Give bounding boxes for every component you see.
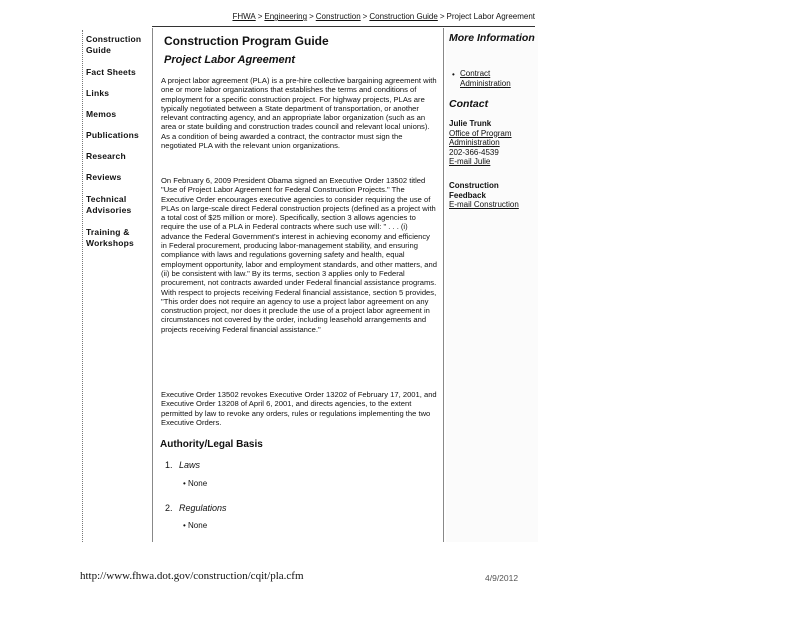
left-nav — [82, 30, 151, 542]
breadcrumb-construction-link[interactable]: Construction — [315, 12, 361, 21]
laws-bullet: • None — [183, 479, 208, 488]
regulations-bullet: • None — [183, 521, 208, 530]
page-title: Construction Program Guide — [164, 34, 329, 48]
authority-heading: Authority/Legal Basis — [160, 439, 263, 450]
breadcrumb-separator: > — [362, 12, 368, 21]
breadcrumb-construction-guide-link[interactable]: Construction Guide — [369, 12, 438, 21]
regulations-heading: Regulations — [179, 503, 227, 513]
breadcrumb-separator: > — [309, 12, 314, 21]
breadcrumb-engineering-link[interactable]: Engineering — [264, 12, 308, 21]
more-information-heading: More Information — [449, 32, 535, 44]
right-sidebar — [446, 30, 538, 542]
email-construction-link[interactable]: E-mail Construction — [449, 200, 519, 209]
list-number: 1. — [165, 460, 173, 470]
executive-order-paragraph: On February 6, 2009 President Obama signed an Executive Order 13502 titled "Use of Project Labor Agreement for Federal Construction Projects." The Executive Order encourages executive agencies to consider requiring the use of PLAs on large-scale direct Federal construction projects (defined as a project with a total cost of $25 million or more). Specifically, section 3 allows agencies to require the use of a PLA in Federal contracts where such use will: " . . . (i) advance the Federal Government's interest in achieving economy and efficiency in Federal procurement, producing labor-management stability, and ensuring compliance with laws and regulations governing safety and health, equal employment opportunity, labor and employment standards, and other matters, and (ii) be consistent with law." By its terms, section 3 applies only to Federal procurement, not contracts awarded under Federal financial assistance programs. With respect to projects receiving Federal financial assistance, section 5 provides, "This order does not require an agency to use a project labor agreement on any construction project, nor does it preclude the use of a project labor agreement in circumstances not covered by the order, including leasehold arrangements and projects receiving Federal financial assistance." — [161, 176, 437, 334]
nav-links[interactable]: Links — [86, 88, 110, 98]
breadcrumb — [152, 12, 535, 27]
main-content — [152, 28, 444, 542]
laws-heading: Laws — [179, 460, 201, 470]
nav-construction-guide[interactable]: Construction Guide — [86, 34, 142, 55]
page-subtitle: Project Labor Agreement — [164, 54, 296, 66]
breadcrumb-separator: > — [439, 12, 445, 21]
list-number: 2. — [165, 503, 173, 513]
breadcrumb-separator: > — [257, 12, 263, 21]
breadcrumb-home-link[interactable]: FHWA — [232, 12, 256, 21]
contact-name: Julie Trunk — [449, 119, 492, 128]
nav-memos[interactable]: Memos — [86, 109, 117, 119]
nav-training-workshops[interactable]: Training & Workshops — [86, 227, 134, 248]
feedback-heading: Construction Feedback — [449, 181, 499, 200]
contact-heading: Contact — [449, 98, 489, 110]
revocation-paragraph: Executive Order 13502 revokes Executive Order 13202 of February 17, 2001, and Executive Order 13208 of April 6, 2001, and directs agencies, to the extent permitted by law to revoke any orders, rules or regulations implementing the two Executive Orders. — [161, 390, 437, 427]
contact-block — [449, 119, 535, 167]
regulations-value: None — [188, 521, 208, 530]
nav-research[interactable]: Research — [86, 151, 126, 161]
print-date: 4/9/2012 — [485, 573, 519, 583]
breadcrumb-current: Project Labor Agreement — [446, 12, 535, 21]
nav-technical-advisories[interactable]: Technical Advisories — [86, 194, 132, 215]
nav-publications[interactable]: Publications — [86, 130, 139, 140]
page-url: http://www.fhwa.dot.gov/construction/cqit/pla.cfm — [80, 570, 304, 582]
email-julie-link[interactable]: E-mail Julie — [449, 157, 491, 166]
intro-paragraph: A project labor agreement (PLA) is a pre-hire collective bargaining agreement with one or more labor organizations that establishes the terms and conditions of employment for a specific construction project. For highway projects, PLAs are typically negotiated between a State department of transportation, or another relevant contracting agency, and an appropriate labor organization (such as an area or state building and construction trades council and relevant local unions). As a condition of being awarded a contract, the contractor must sign the negotiated PLA with the relevant union organizations. — [161, 76, 437, 151]
contract-administration-link[interactable]: Contract Administration — [460, 69, 511, 88]
bullet-icon: • — [452, 70, 455, 79]
nav-reviews[interactable]: Reviews — [86, 172, 122, 182]
laws-value: None — [188, 479, 208, 488]
office-link[interactable]: Office of Program Administration — [449, 128, 512, 147]
contact-phone: 202-366-4539 — [449, 147, 499, 157]
nav-fact-sheets[interactable]: Fact Sheets — [86, 67, 136, 77]
